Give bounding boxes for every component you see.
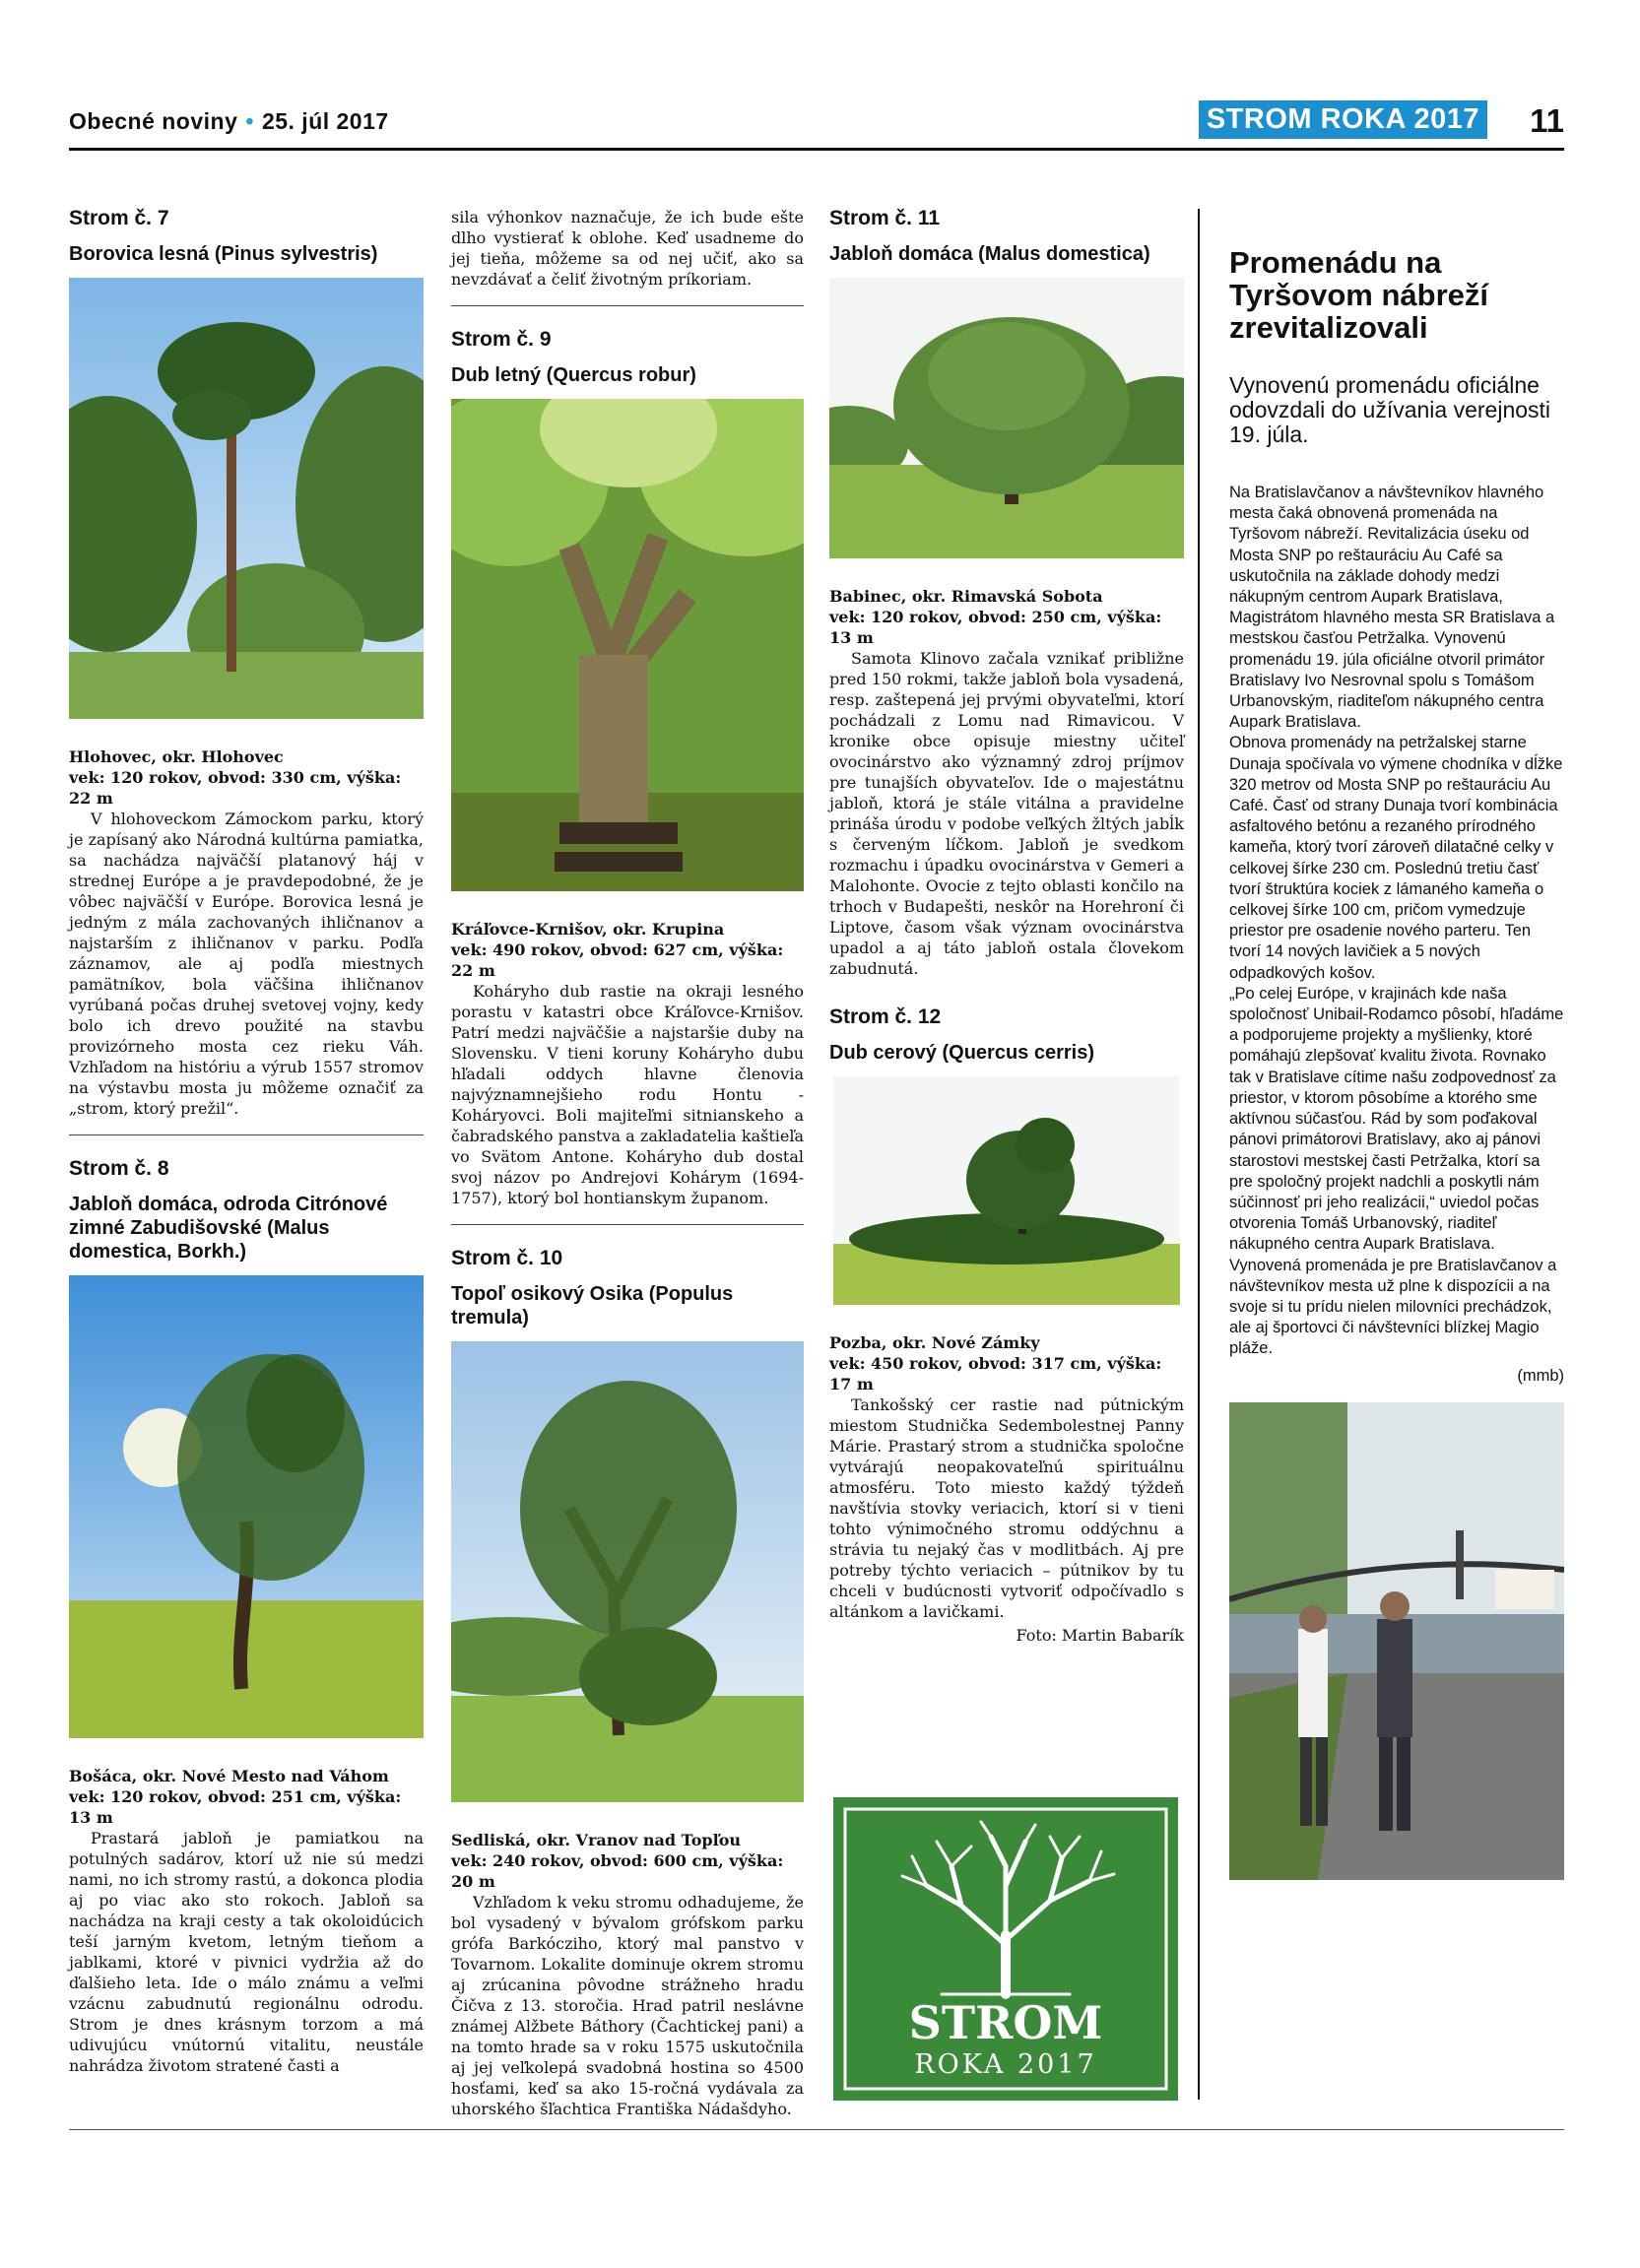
- photo-credit: Foto: Martin Babarík: [1016, 1626, 1184, 1645]
- divider: [451, 1224, 804, 1225]
- tree-12-stats: vek: 450 rokov, obvod: 317 cm, výška: 17 m: [829, 1354, 1162, 1393]
- column-4-article: [1219, 207, 1564, 1880]
- tree-11-number: Strom č. 11: [829, 207, 941, 229]
- tree-9-number: Strom č. 9: [451, 328, 552, 351]
- divider: [451, 305, 804, 306]
- tree-9-stats: vek: 490 rokov, obvod: 627 cm, výška: 22 m: [451, 940, 784, 980]
- bottom-rule: [69, 2129, 1564, 2130]
- logo-line-2: ROKA 2017: [914, 2049, 1097, 2080]
- article-author: (mmb): [1517, 1366, 1564, 1385]
- masthead: [69, 108, 389, 135]
- tree-11-text: Samota Klinovo začala vznikať približne pred 150 rokmi, takže jabloň bola vysadená, resp. zaštepená jej prvými obyvateľmi, ktorí pochádzali z Lomu nad Rimavicou. V kronike obce opisuje miestny učiteľ ovocinárstvo ako významný zdroj príjmov pre tunajších obyvateľov. Ide o majestátnu jabloň, ktorá je stále vitálna a pravidelne prináša úrodu v podobe veľkých žltých jabĺk s červeným líčkom. Jabloň je svedkom rozmachu i úpadku ovocinárstva v Gemeri a Malohonte. Ovocie z tejto oblasti končilo na trhoch v Budapešti, neskôr na Horehroní či Liptove, časom však význam ovocinárstva upadol a aj táto jabloň ostala človekom zabudnutá.: [829, 649, 1184, 978]
- tree-12-number: Strom č. 12: [829, 1005, 942, 1028]
- promenade-photo: [1229, 1402, 1564, 1880]
- tree-11-heading: [829, 207, 1184, 266]
- tree-8-text-continued: sila výhonkov naznačuje, že ich bude ešte dlho vystierať k oblohe. Keď usadneme do jej tieňa, môžeme sa od nej učiť, ako sa nevzdávať a čeliť životným príkoriam.: [451, 208, 804, 289]
- tree-10-location: Sedliská, okr. Vranov nad Topľou: [451, 1831, 741, 1849]
- tree-11-stats: vek: 120 rokov, obvod: 250 cm, výška: 13 m: [829, 608, 1162, 647]
- tree-12-text: Tankošský cer rastie nad pútnickým miestom Studnička Sedembolestnej Panny Márie. Prastarý strom a studnička spoločne vytvárajú neopakovateľnú spirituálnu atmosféru. Toto miesto každý týždeň navštívia stovky veriacich, ktorí si v tieni tohto výnimočného stromu oddýchnu a strávia tu nejaký čas v modlitbách. Aj pre potreby týchto veriacich – pútnikov by tu chceli v budúcnosti vytvoriť odpočívadlo s altánkom a lavičkami.: [829, 1395, 1184, 1621]
- logo-line-1: STROM: [908, 1996, 1103, 2049]
- tree-11-name: Jabloň domáca (Malus domestica): [829, 243, 1150, 265]
- column-divider: [1198, 209, 1200, 2100]
- tree-9-text: Koháryho dub rastie na okraji lesného porastu v katastri obce Kráľovce-Krnišov. Patrí medzi najväčšie a najstaršie duby na Slovensku. V tieni koruny Koháryho dubu hľadali oddych hlavne členovia najvýznamnejšieho rodu Hontu - Koháryovci. Boli majiteľmi sitnianskeho a čabradského panstva a zakladatelia kaštieľa vo Svätom Antone. Koháryho dub dostal svoj názov po Andrejovi Kohárym (1694-1757), ktorý bol hontianskym županom.: [451, 982, 804, 1207]
- tree-11-location: Babinec, okr. Rimavská Sobota: [829, 587, 1103, 606]
- tree-10-stats: vek: 240 rokov, obvod: 600 cm, výška: 20 m: [451, 1851, 784, 1891]
- tree-8-name: Jabloň domáca, odroda Citrónové zimné Zabudišovské (Malus domestica, Borkh.): [69, 1194, 388, 1263]
- tree-7-stats: vek: 120 rokov, obvod: 330 cm, výška: 22 m: [69, 768, 402, 808]
- tree-8-text: Prastará jabloň je pamiatkou na potulných sadárov, ktorí už nie sú medzi nami, no ich stromy rastú, a dokonca plodia aj po viac ako sto rokoch. Jabloň sa nachádza na kraji cesty a tak okoloidúcich teší jarným kvetom, letným tieňom a jablkami, ktoré v pivnici vydržia až do ďalšieho leta. Ide o málo známu a veľmi vzácnu zabudnutú regionálnu odrodu. Strom je dnes krásnym torzom a má udivujúcu vnútornú vitalitu, neustále nahrádza životom stratené časti a: [69, 1829, 424, 2075]
- tree-9-photo: [451, 399, 804, 891]
- issue-date: 25. júl 2017: [261, 108, 389, 134]
- article-paragraph: Na Bratislavčanov a návštevníkov hlavného mesta čaká obnovená promenáda na Tyršovom nábreží. Revitalizácia úseku od Mosta SNP po reštauráciu Au Café sa uskutočnila na základe dohody medzi nákupným centrom Aupark Bratislava, Magistrátom hlavného mesta SR Bratislava a mestskou časťou Petržalka. Vynovenú promenádu 19. júla oficiálne otvoril primátor Bratislavy Ivo Nesrovnal spolu s Tomášom Urbanovským, riaditeľom nákupného centra Aupark Bratislava.: [1229, 484, 1555, 732]
- separator-dot: •: [245, 108, 254, 134]
- tree-8-stats: vek: 120 rokov, obvod: 251 cm, výška: 13 m: [69, 1787, 402, 1827]
- tree-7-photo: [69, 278, 424, 719]
- tree-10-text: Vzhľadom k veku stromu odhadujeme, že bol vysadený v bývalom grófskom parku grófa Barkócziho, ktorý mal panstvo v Tovarnom. Lokalite dominuje okrem stromu aj zrúcanina pôvodne strážneho hradu Čičva z 13. storočia. Hrad patril neslávne známej Alžbete Báthory (Čachtickej pani) a na tomto hrade sa v roku 1575 uskutočnila aj jej veľkolepá svadobná hostina so 4500 hosťami, keď sa ako 15-ročná vydávala za uhorského šľachtica Františka Nádašdyho.: [451, 1893, 804, 2118]
- section-badge: STROM ROKA 2017: [1199, 100, 1487, 139]
- column-3: [829, 207, 1184, 1645]
- tree-10-heading: [451, 1247, 804, 1329]
- article-body: [1229, 483, 1564, 1387]
- tree-9-heading: [451, 328, 804, 387]
- tree-10-photo: [451, 1341, 804, 1802]
- tree-9-name: Dub letný (Quercus robur): [451, 364, 696, 386]
- strom-roka-logo: [833, 1797, 1178, 2101]
- page-header: [69, 100, 1564, 151]
- tree-9-location: Kráľovce-Krnišov, okr. Krupina: [451, 920, 725, 939]
- tree-12-heading: [829, 1005, 1184, 1065]
- divider: [69, 1134, 424, 1135]
- paper-name: Obecné noviny: [69, 108, 238, 134]
- tree-7-name: Borovica lesná (Pinus sylvestris): [69, 243, 378, 265]
- tree-12-photo: [833, 1076, 1180, 1305]
- tree-8-photo: [69, 1275, 424, 1738]
- article-subtitle: Vynovenú promenádu oficiálne odovzdali do užívania verejnosti 19. júla.: [1229, 372, 1551, 447]
- tree-10-number: Strom č. 10: [451, 1247, 563, 1269]
- tree-10-name: Topoľ osikový Osika (Populus tremula): [451, 1283, 734, 1328]
- article-paragraph: Obnova promenády na petržalskej starne Dunaja spočívala vo výmene chodníka v dĺžke 320 metrov od Mosta SNP po reštauráciu Au Café. Časť od strany Dunaja tvorí kombinácia asfaltového betónu a rezaného prírodného kameňa, ktorý tvorí zároveň dilatačné celky v celkovej šírke 230 cm. Poslednú tretiu časť tvorí štruktúra kociek z lámaného kameňa o celkovej šírke 100 cm, pričom vymedzuje priestor pre osadenie nového parteru. Ten tvorí 14 nových lavičiek a 5 nových odpadkových košov.: [1229, 734, 1563, 982]
- tree-8-location: Bošáca, okr. Nové Mesto nad Váhom: [69, 1767, 389, 1785]
- tree-11-photo: [829, 278, 1184, 558]
- tree-7-text: V hlohoveckom Zámockom parku, ktorý je zapísaný ako Národná kultúrna pamiatka, sa nachádza najväčší platanový háj v strednej Európe a je pravdepodobné, že je vôbec najväčší v Európe. Borovica lesná je jedným z mála zachovaných ihličnanov a najstarším z ihličnanov v parku. Podľa záznamov, ale aj podľa miestnych pamätníkov, bola väčšina ihličnanov vyrúbaná počas druhej svetovej vojny, kedy bolo ich drevo použité na stavbu provizórneho mosta cez rieku Váh. Vzhľadom na históriu a výrub 1557 stromov na výstavbu mosta ju môžeme označiť za „strom, ktorý prežil“.: [69, 810, 424, 1118]
- tree-8-heading: [69, 1157, 424, 1264]
- tree-7-number: Strom č. 7: [69, 207, 169, 229]
- tree-8-number: Strom č. 8: [69, 1157, 169, 1180]
- tree-12-location: Pozba, okr. Nové Zámky: [829, 1333, 1040, 1352]
- page-number: 11: [1530, 102, 1564, 139]
- article-paragraph: „Po celej Európe, v krajinách kde naša spoločnosť Unibail-Rodamco pôsobí, hľadáme a podporujeme projekty a myšlienky, ktoré pomáhajú zlepšovať kvalitu života. Rovnako tak v Bratislave cítime našu zodpovednosť za priestor, v ktorom pôsobíme a ktorého sme aktívnou súčasťou. Rád by som poďakoval pánovi primátorovi Bratislavy, ako aj pánovi starostovi mestskej časti Petržalka, ktorí sa pre spoločný projekt nadchli a poskytli nám súčinnosť pri jeho realizácii,“ uviedol počas otvorenia Tomáš Urbanovský, riaditeľ nákupného centra Aupark Bratislava.: [1229, 984, 1564, 1254]
- tree-7-location: Hlohovec, okr. Hlohovec: [69, 747, 284, 766]
- spacer: [829, 989, 1184, 990]
- article-paragraph: Vynovená promenáda je pre Bratislavčanov a návštevníkov mesta už plne k dispozícii a na svoje si tu prídu nielen milovníci prechádzok, ale aj športovci či návštevníci blízkej Magio pláže.: [1229, 1256, 1557, 1358]
- tree-7-heading: [69, 207, 424, 266]
- article-title: Promenádu na Tyršovom nábreží zrevitalizovali: [1229, 245, 1489, 345]
- column-1: [69, 207, 424, 2076]
- tree-12-name: Dub cerový (Quercus cerris): [829, 1042, 1094, 1064]
- column-2: [451, 207, 804, 2119]
